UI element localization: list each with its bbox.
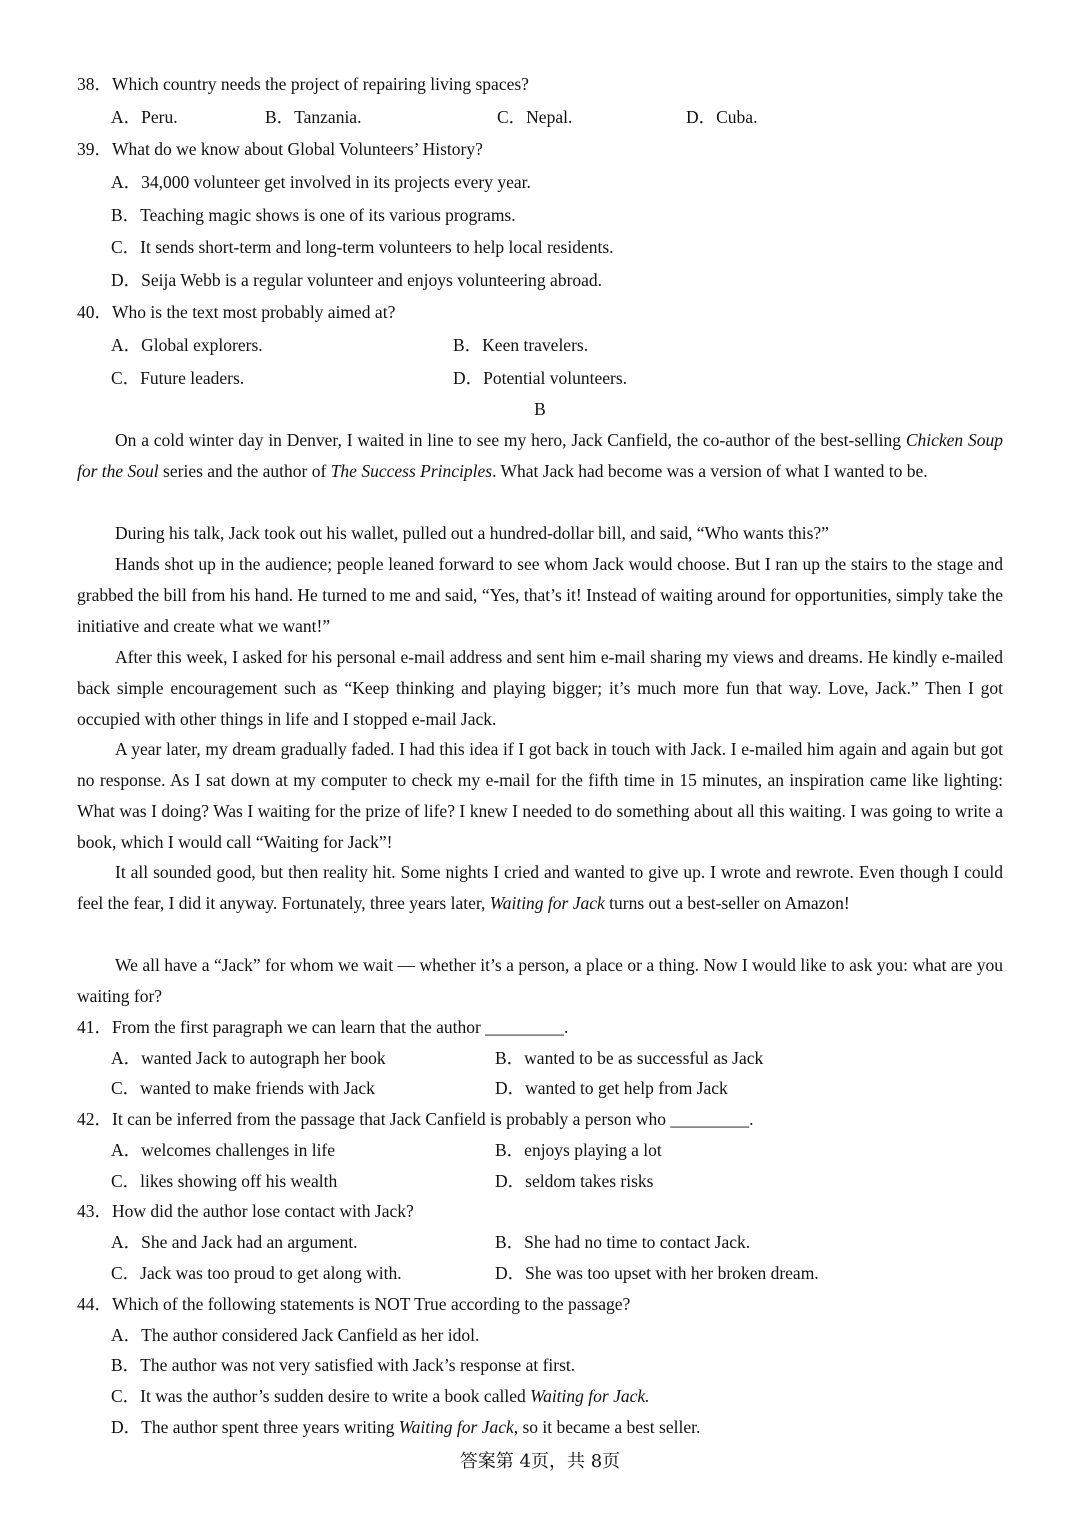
- question-42-stem: 42．It can be inferred from the passage that Jack Canfield is probably a person who _________.: [77, 1109, 754, 1129]
- passage-paragraph-3: Hands shot up in the audience; people leaned forward to see whom Jack would choose. But I ran up the stairs to the stage and grabbed the bill from his hand. He turned to me and said, “Yes, that’s it! Instead of waiting around for opportunities, simply take the initiative and create what we want!”: [77, 554, 1003, 636]
- q40-option-b: B．Keen travelers.: [453, 335, 589, 355]
- q43-option-b: B．She had no time to contact Jack.: [495, 1232, 751, 1252]
- q38-option-d: D．Cuba.: [686, 107, 758, 127]
- q44-option-d: D．The author spent three years writing Waiting for Jack, so it became a best seller.: [111, 1417, 701, 1437]
- q42-option-b: B．enjoys playing a lot: [495, 1140, 662, 1160]
- passage-paragraph-5: A year later, my dream gradually faded. I had this idea if I got back in touch with Jack. I e-mailed him again and again but got no response. As I sat down at my computer to check my e-mail for the fifth time in 15 minutes, an inspiration came like lighting: What was I doing? Was I waiting for the prize of life? I knew I needed to do something about all this waiting. I was going to write a book, which I would call “Waiting for Jack”!: [77, 739, 1003, 852]
- q43-option-a: A．She and Jack had an argument.: [111, 1232, 358, 1252]
- passage-paragraph-6: It all sounded good, but then reality hit. Some nights I cried and wanted to give up. I wrote and rewrote. Even though I could feel the fear, I did it anyway. Fortunately, three years later, Waiting for Jack turns out a best-seller on Amazon!: [77, 862, 1003, 913]
- question-39-stem: 39．What do we know about Global Volunteers’ History?: [77, 139, 483, 159]
- q44-option-c: C．It was the author’s sudden desire to write a book called Waiting for Jack.: [111, 1386, 650, 1406]
- question-44-stem: 44．Which of the following statements is NOT True according to the passage?: [77, 1294, 631, 1314]
- q38-option-b: B．Tanzania.: [265, 107, 362, 127]
- question-41-stem: 41．From the first paragraph we can learn that the author _________.: [77, 1017, 569, 1037]
- q40-option-a: A．Global explorers.: [111, 335, 263, 355]
- q41-option-c: C．wanted to make friends with Jack: [111, 1078, 375, 1098]
- q39-option-a: A．34,000 volunteer get involved in its projects every year.: [111, 172, 531, 192]
- q42-option-d: D．seldom takes risks: [495, 1171, 654, 1191]
- passage-paragraph-7: We all have a “Jack” for whom we wait — whether it’s a person, a place or a thing. Now I would like to ask you: what are you waiting for?: [77, 955, 1003, 1006]
- q43-option-d: D．She was too upset with her broken dream.: [495, 1263, 819, 1283]
- q44-option-b: B．The author was not very satisfied with Jack’s response at first.: [111, 1355, 576, 1375]
- q42-option-a: A．welcomes challenges in life: [111, 1140, 336, 1160]
- question-38-stem: 38．Which country needs the project of repairing living spaces?: [77, 74, 529, 94]
- q39-option-d: D．Seija Webb is a regular volunteer and enjoys volunteering abroad.: [111, 270, 603, 290]
- q38-option-c: C．Nepal.: [497, 107, 573, 127]
- q39-option-b: B．Teaching magic shows is one of its various programs.: [111, 205, 516, 225]
- section-heading-b: B: [534, 399, 546, 419]
- question-43-stem: 43．How did the author lose contact with Jack?: [77, 1201, 414, 1221]
- q40-option-d: D．Potential volunteers.: [453, 368, 628, 388]
- q42-option-c: C．likes showing off his wealth: [111, 1171, 338, 1191]
- q44-option-a: A．The author considered Jack Canfield as her idol.: [111, 1325, 480, 1345]
- question-40-stem: 40．Who is the text most probably aimed at?: [77, 302, 396, 322]
- q41-option-a: A．wanted Jack to autograph her book: [111, 1048, 386, 1068]
- q38-option-a: A．Peru.: [111, 107, 178, 127]
- q41-option-d: D．wanted to get help from Jack: [495, 1078, 728, 1098]
- passage-paragraph-4: After this week, I asked for his personal e-mail address and sent him e-mail sharing my views and dreams. He kindly e-mailed back simple encouragement such as “Keep thinking and playing bigger; it’s much more fun that way. Love, Jack.” Then I got occupied with other things in life and I stopped e-mail Jack.: [77, 647, 1003, 729]
- q43-option-c: C．Jack was too proud to get along with.: [111, 1263, 402, 1283]
- passage-paragraph-1: On a cold winter day in Denver, I waited in line to see my hero, Jack Canfield, the co-author of the best-selling Chicken Soup for the Soul series and the author of The Success Principles. What Jack had become was a version of what I wanted to be.: [77, 430, 1003, 481]
- page-footer: 答案第 4页，共 8页: [459, 1451, 621, 1472]
- q39-option-c: C．It sends short-term and long-term volunteers to help local residents.: [111, 237, 614, 257]
- q40-option-c: C．Future leaders.: [111, 368, 245, 388]
- passage-paragraph-2: During his talk, Jack took out his wallet, pulled out a hundred-dollar bill, and said, “Who wants this?”: [115, 523, 829, 543]
- q41-option-b: B．wanted to be as successful as Jack: [495, 1048, 764, 1068]
